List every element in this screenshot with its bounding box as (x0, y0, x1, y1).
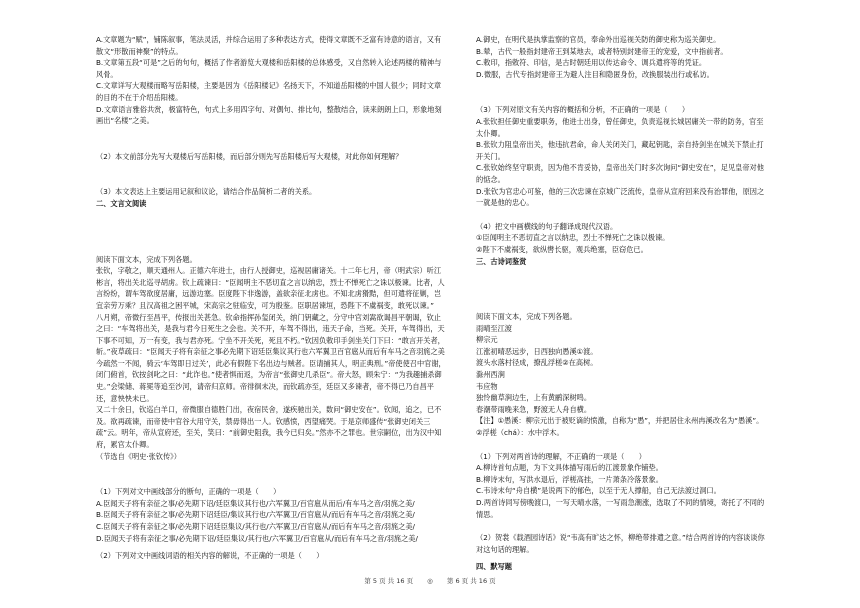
question-2: （2）本文前部分先写大观楼后写岳阳楼，而后部分则先写岳阳楼后写大观楼，对此你如何理解？ (96, 151, 403, 161)
option-d: D.微服，古代专指封建帝王为避人注目和隐匿身份，改换服装出行或私访。 (476, 69, 714, 79)
section-heading-2: 二、文言文阅读 (96, 198, 147, 208)
poem-option-d: D.两首诗同写傍晚渡口，一写天晴水落，一写雨急潮涨，选取了不同的情境，寄托了不同的情思。 (476, 498, 765, 519)
poem-1-author: 柳宗元 (476, 335, 498, 345)
question-4: （4）把文中画横线的句子翻译成现代汉语。 (476, 221, 618, 231)
poem-question-2: （2）贺裳《载酒园诗话》说“韦高有旷达之怀，柳绝带排遣之意。”结合两首诗的内容谈谈你对这句话的理解。 (476, 533, 765, 554)
page-number-left: 第 5 页 共 16 页 (364, 577, 414, 585)
reading-intro: 阅读下面文本，完成下列各题。 (96, 254, 197, 264)
punctuation-option-c: C.臣闻天子将有亲征之事/必先期下诏廷臣集议/其行也/六军翼卫/百官扈从/而后有车马之音/羽旄之美/ (96, 522, 415, 531)
option-b: B.文章第五段“可是”之后的句句，概括了作者游览大观楼和岳阳楼的总体感受，又自然转入论述两楼的精神与风骨。 (96, 58, 442, 79)
poem-2-title: 滁州西涧 (476, 370, 505, 380)
summary-option-a: A.张钦担任御史重要职务，他进士出身，曾任御史，负责巡视长城居庸关一带的防务，官至太仆卿。 (476, 116, 764, 138)
poem-question-1: （1）下列对两首诗的理解，不正确的一项是（ ） (476, 451, 646, 461)
summary-option-c: C.张钦始终坚守职责，因为他不肯妥协，皇帝出关门时多次询问“御史安在”，足见皇帝对他的惦念。 (476, 163, 764, 184)
question-3: （3）本文表达上主要运用记叙和议论，请结合作品简析二者的关系。 (96, 187, 317, 197)
left-column (96, 34, 448, 562)
question-2b: （2）下列对文中画线词语的相关内容的解说，不正确的一项是（ ） (96, 551, 324, 561)
question-1: （1）下列对文中画线部分的断句，正确的一项是（ ） (96, 487, 281, 497)
poem-option-b: B.柳诗末句，写洪水退后，浮槎高挂，一片萧条冷落景象。 (476, 474, 663, 484)
summary-option-d: D.张钦为官忠心可鉴，他的三次忠谏在京城广泛流传，皇帝从宣府回来没有治罪他，原因之一就是他的忠心。 (476, 186, 765, 208)
translate-sentence-2: ②陛下不虞祸变，欲纵辔长驱，观兵绝塞，臣窃危已。 (476, 244, 648, 254)
poem-option-c: C.韦诗末句“舟自横”是说两下的郁色，以至于无人撑船，自己无法渡过洞口。 (476, 486, 721, 496)
reading-intro: 阅读下面文本，完成下列各题。 (476, 312, 577, 322)
question-3: （3）下列对原文有关内容的概括和分析，不正确的一项是（ ） (476, 105, 690, 115)
passage-paragraph-2: 八月朔，帝微行至昌平，传报出关甚急。钦命指挥孙玺闭关，纳门钥藏之，分守中官刘嵩欲谒昌平朝谒，钦止之曰：“车驾将出关，是我与君今日死生之会也。关不开，车驾不得出，违天子命，当死。关开，车驾得出，天下事不可知，万一有变，我与君亦死。宁坐不开关死，死且不朽。”钦因负敕印手剑坐关门下曰：“敢言开关者，斩。”夜草疏曰：“臣闻天子将有亲征之事必先期下诏廷臣集议其行也六军翼卫百官扈从而后有车马之音羽旄之美今疏然一不闻，骑云‘车驾即日过关’，此必有假陛下名出边与贼者。臣请捕其人，明正典刑。”帝使使召中官谢，闭门俯首，钦按剑叱之曰：“此诈也。”使者惧而返，为帝言“张御史几杀臣”。帝大怒，顾朱宁：“为我趣捕杀御史。”会梁储、蒋冕等追至沙河，请帝归京师。帝徘徊未决，而钦疏亦至，廷臣又多谏者，帝不得已乃自昌平还，意怏怏未已。 (96, 312, 446, 403)
poem-2-line: 独怜幽草涧边生，上有黄鹂深树鸣。 (476, 393, 592, 403)
page-footer (0, 576, 860, 585)
section-heading-4: 四、默写题 (476, 562, 512, 572)
page-number-right: 第 6 页 共 16 页 (446, 577, 496, 585)
passage-paragraph-1: 张钦，字敬之，顺天通州人。正德六年进士，由行人授御史，巡视居庸诸关。十二年七月，帝（明武宗）听江彬言，将出关北巡寻胡虏。钦上疏谏曰：“臣闻明主不恶切直之言以纳忠，烈士不惮死亡之诛以极谏。比者，人言纷纷，谓车驾欲度居庸，远游边塞。臣度陛下非逸游，盖欲亲征北虏也。不知北虏猾黠，但可遣将征剿，岂宜亲劳万乘？且汉高祖之困平城，宋高宗之驻临安，可为殷鉴。臣职居谏垣，恐陛下不虞祸变，敢死以谏。” (96, 266, 445, 310)
punctuation-option-b: B.臣闻天子将有亲征之事/必先期下诏廷臣/集议其行也/六军翼卫/百官扈从/而后有车马之音/羽旄之美/ (96, 510, 415, 520)
poem-1-line: 渡头水落村径成，撩乱浮槎②在高树。 (476, 358, 598, 368)
option-b: B.辇，古代一般指封建帝王到某地去，或者特别封建帝王的宠爱，文中指前者。 (476, 46, 728, 56)
option-d: D.文章语言雅俗共赏，极富特色，句式上多用四字句、对偶句、排比句，整散结合，读来朗朗上口，形象地刻画出“名楼”之美。 (96, 104, 442, 126)
poem-option-a: A.柳诗首句点题，为下文具体描写雨后的江渡景象作铺垫。 (476, 463, 663, 473)
binding-circle-icon: ◎ (427, 577, 433, 585)
punctuation-option-a: A.臣闻天子将有亲征之事/必先期下诏/廷臣集议其行也/六军翼卫/百官扈从而后/有车马之音/羽旄之美/ (96, 498, 415, 508)
summary-option-b: B.张钦力阻皇帝出关，他违抗君命，命人关闭关门，藏起钥匙，亲自持剑坐在城关下禁止打开关门。 (476, 140, 764, 161)
section-heading-3: 三、古诗词鉴赏 (476, 256, 527, 266)
poem-1-line: 江涨初晴恶远步，日西独向愚溪①渡。 (476, 346, 598, 356)
passage-paragraph-3: 又二十余日，钦巡白羊口，帝微服自德胜门出，夜宿民舍，遂疾驰出关，数问“御史安在”。钦闻，追之，已不及。欲再疏谏，而帝使中官谷大用守关，禁毋得出一人。钦感愤，西望痛哭。于是京师盛传“张御史闭关三疏”云。明年，帝从宣府还，至关，笑曰：“前御史阻我，我今已归矣。”然亦不之罪也。世宗嗣位，出为汉中知府，累官太仆卿。 (96, 405, 442, 450)
passage-source: （节选自《明史·张钦传》） (96, 451, 181, 461)
poem-2-author: 韦应物 (476, 381, 498, 391)
poem-2-line: 春潮带雨晚来急，野渡无人舟自横。 (476, 404, 592, 414)
poem-notes: 【注】①愚溪：柳宗元出于被贬谪的愤激，自称为“愚”，并把居住永州冉溪改名为“愚溪”。②浮槎（chá）：水中浮木。 (476, 416, 764, 438)
poem-1-title: 雨晴至江渡 (476, 323, 512, 333)
option-a: A.御史，在明代是执掌监察的官员，奉命外出巡视关防的御史称为巡关御史。 (476, 35, 721, 44)
punctuation-option-d: D.臣闻天子将有亲征之事/必先期下诏/廷臣集议/其行也/六军翼卫/百官扈从/而后有车马之音/羽旄之美/ (96, 533, 418, 543)
right-column (476, 34, 766, 573)
option-c: C.文章详写大观楼而略写岳阳楼，主要是因为《岳阳楼记》名扬天下，不知道岳阳楼的中国人很少；同时文章的目的不在于介绍岳阳楼。 (96, 81, 442, 102)
option-a: A.文章题为“赋”，铺陈叙事，笔法灵活，并综合运用了多种表达方式，使得文章既不乏富有诗意的语言，又有散文“形散而神聚”的特点。 (96, 35, 442, 56)
option-c: C.敕印，指敕符、印信，是古时朝廷用以传达命令、调兵遣将等的凭证。 (476, 58, 707, 68)
translate-sentence-1: ①臣闻明主不恶切直之言以纳忠，烈士不惮死亡之诛以极谏。 (476, 233, 670, 243)
